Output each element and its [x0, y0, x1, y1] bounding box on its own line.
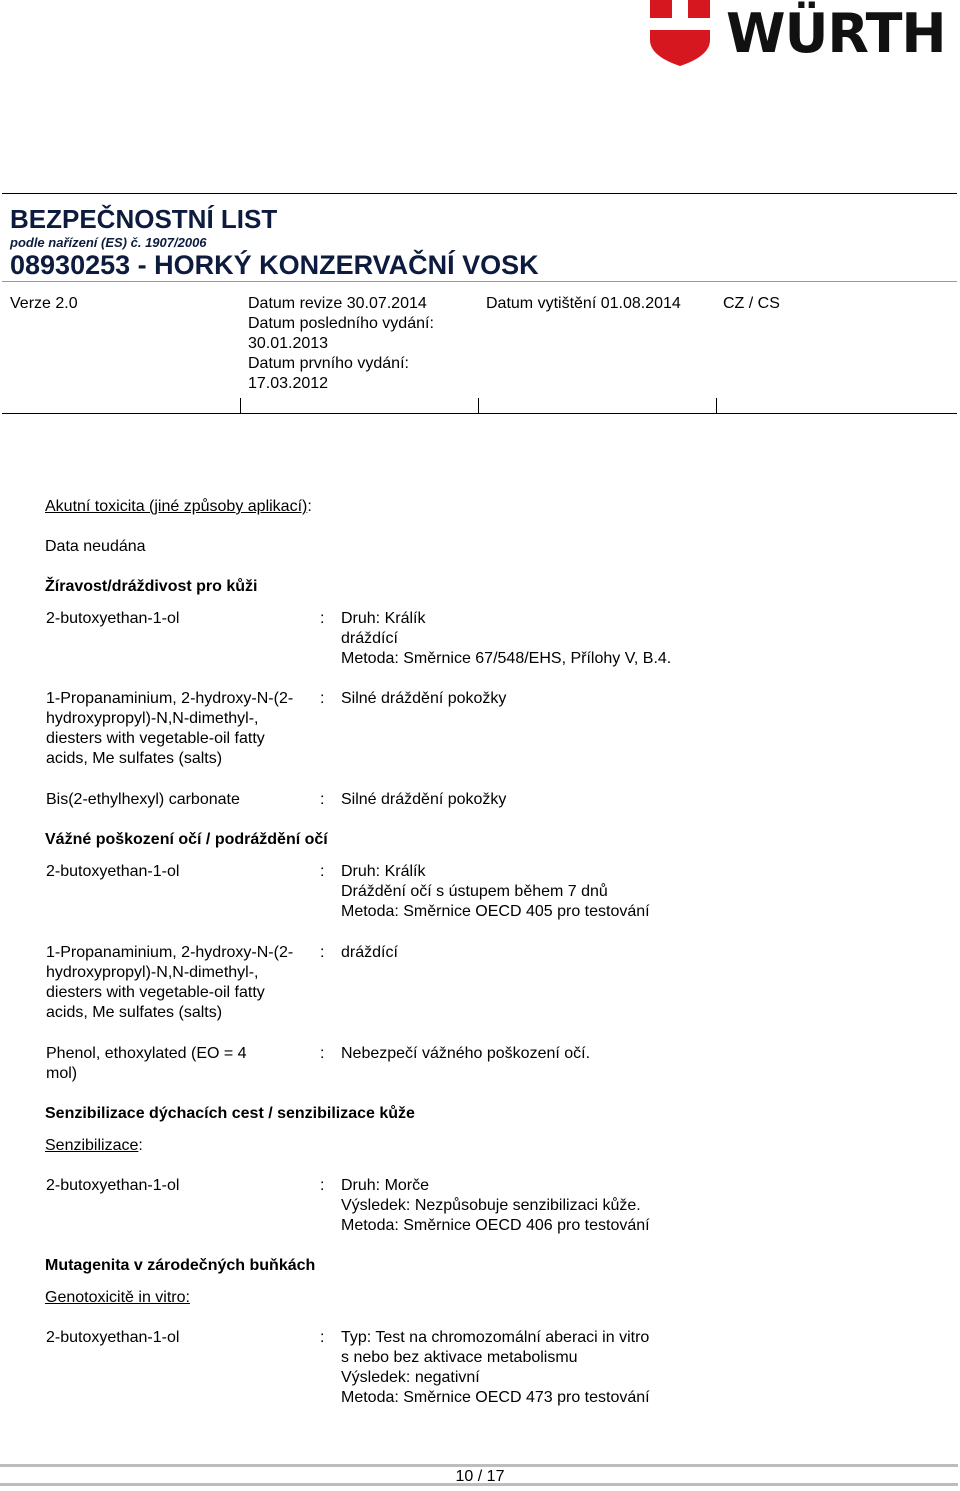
row-colon: : [320, 1329, 325, 1346]
wurth-logo [648, 0, 960, 68]
last-issue-date: 30.01.2013 [248, 335, 329, 352]
sens-row-1-line-1: Druh: Morče [341, 1177, 430, 1194]
first-issue-date: 17.03.2012 [248, 375, 329, 392]
first-issue-label: Datum prvního vydání: [248, 355, 409, 372]
skin-row-1-line-2: dráždící [341, 630, 398, 647]
muta-row-1-line-3: Výsledek: negativní [341, 1369, 480, 1386]
row-colon: : [320, 1177, 325, 1194]
header-column-divider [478, 398, 479, 413]
skin-row-2-label: 1-Propanaminium, 2-hydroxy-N-(2-hydroxypropyl)-N,N-dimethyl-, diesters with vegetable-oil fatty acids, Me sulfates (salts) [46, 690, 294, 767]
sens-row-1-line-2: Výsledek: Nezpůsobuje senzibilizaci kůže. [341, 1197, 641, 1214]
row-colon: : [320, 690, 325, 707]
document-title: BEZPEČNOSTNÍ LIST [10, 204, 278, 234]
skin-row-3-line-1: Silné dráždění pokožky [341, 791, 507, 808]
document-subtitle: podle nařízení (ES) č. 1907/2006 [10, 235, 207, 250]
page-number: 10 / 17 [455, 1468, 505, 1485]
language-code: CZ / CS [723, 295, 780, 312]
sens-row-1-line-3: Metoda: Směrnice OECD 406 pro testování [341, 1217, 650, 1234]
revision-date: Datum revize 30.07.2014 [248, 295, 427, 312]
skin-row-1-label: 2-butoxyethan-1-ol [46, 610, 180, 627]
eye-row-2-line-1: dráždící [341, 944, 398, 961]
muta-heading: Mutagenita v zárodečných buňkách [45, 1257, 316, 1274]
product-title: 08930253 - HORKÝ KONZERVAČNÍ VOSK [10, 250, 539, 280]
eye-row-1-line-2: Dráždění očí s ústupem během 7 dnů [341, 883, 608, 900]
header-column-divider [716, 398, 717, 413]
header-top-rule [2, 193, 957, 194]
row-colon: : [320, 863, 325, 880]
header-bottom-rule [2, 413, 957, 414]
version: Verze 2.0 [10, 295, 78, 312]
title-rule [2, 281, 957, 282]
sens-heading: Senzibilizace dýchacích cest / senzibilizace kůže [45, 1105, 415, 1122]
row-colon: : [320, 791, 325, 808]
eye-row-3-label: Phenol, ethoxylated (EO = 4 mol) [46, 1045, 247, 1082]
row-colon: : [320, 610, 325, 627]
muta-row-1-line-4: Metoda: Směrnice OECD 473 pro testování [341, 1389, 650, 1406]
skin-heading: Žíravost/dráždivost pro kůži [45, 578, 258, 595]
skin-row-1-line-1: Druh: Králík [341, 610, 426, 627]
print-date: Datum vytištění 01.08.2014 [486, 295, 681, 312]
muta-row-1-line-1: Typ: Test na chromozomální aberaci in vitro [341, 1329, 650, 1346]
eye-row-3-line-1: Nebezpečí vážného poškození očí. [341, 1045, 591, 1062]
muta-row-1-line-2: s nebo bez aktivace metabolismu [341, 1349, 578, 1366]
skin-row-3-label: Bis(2-ethylhexyl) carbonate [46, 791, 240, 808]
row-colon: : [320, 1045, 325, 1062]
acute-other-value: Data neudána [45, 538, 146, 555]
sens-subheading: Senzibilizace: [45, 1137, 143, 1154]
eye-row-1-label: 2-butoxyethan-1-ol [46, 863, 180, 880]
row-colon: : [320, 944, 325, 961]
muta-row-1-label: 2-butoxyethan-1-ol [46, 1329, 180, 1346]
last-issue-label: Datum posledního vydání: [248, 315, 434, 332]
eye-row-1-line-1: Druh: Králík [341, 863, 426, 880]
muta-subheading: Genotoxicitě in vitro: [45, 1289, 190, 1306]
logo-wordmark: WÜRTH [726, 2, 946, 65]
eye-heading: Vážné poškození očí / podráždění očí [45, 831, 328, 848]
eye-row-2-label: 1-Propanaminium, 2-hydroxy-N-(2-hydroxypropyl)-N,N-dimethyl-, diesters with vegetable-oil fatty acids, Me sulfates (salts) [46, 944, 294, 1021]
sens-row-1-label: 2-butoxyethan-1-ol [46, 1177, 180, 1194]
skin-row-2-line-1: Silné dráždění pokožky [341, 690, 507, 707]
header-column-divider [240, 398, 241, 413]
skin-row-1-line-3: Metoda: Směrnice 67/548/EHS, Přílohy V, B.4. [341, 650, 672, 667]
eye-row-1-line-3: Metoda: Směrnice OECD 405 pro testování [341, 903, 650, 920]
acute-other-heading: Akutní toxicita (jiné způsoby aplikací): [45, 498, 312, 515]
